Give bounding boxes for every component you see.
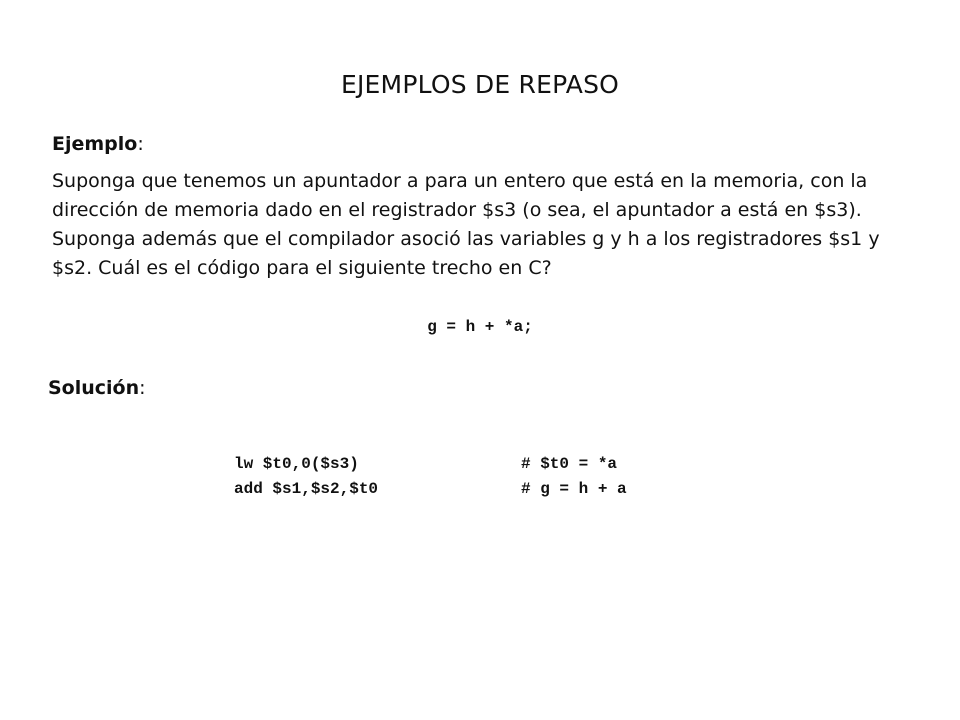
problem-line: Suponga además que el compilador asoció las variables g y h a los registradores $s1 y bbox=[52, 228, 880, 250]
solucion-heading bbox=[48, 377, 146, 399]
assembly-comment: # $t0 = *a bbox=[521, 455, 618, 473]
assembly-instruction: add $s1,$s2,$t0 bbox=[234, 480, 379, 498]
assembly-code-block bbox=[234, 452, 627, 502]
assembly-comment: # g = h + a bbox=[521, 480, 627, 498]
assembly-line bbox=[234, 452, 627, 477]
solucion-label: Solución bbox=[48, 377, 140, 399]
ejemplo-label: Ejemplo bbox=[52, 133, 138, 155]
assembly-line bbox=[234, 477, 627, 502]
problem-line: dirección de memoria dado en el registrador $s3 (o sea, el apuntador a está en $s3). bbox=[52, 199, 862, 221]
ejemplo-heading bbox=[52, 133, 144, 155]
problem-line: $s2. Cuál es el código para el siguiente trecho en C? bbox=[52, 257, 552, 279]
ejemplo-colon: : bbox=[137, 133, 144, 155]
problem-statement bbox=[52, 167, 902, 283]
assembly-instruction: lw $t0,0($s3) bbox=[234, 455, 359, 473]
c-code-snippet: g = h + *a; bbox=[427, 318, 533, 336]
problem-line: Suponga que tenemos un apuntador a para un entero que está en la memoria, con la bbox=[52, 170, 868, 192]
solucion-colon: : bbox=[139, 377, 146, 399]
slide-title: EJEMPLOS DE REPASO bbox=[340, 70, 620, 99]
